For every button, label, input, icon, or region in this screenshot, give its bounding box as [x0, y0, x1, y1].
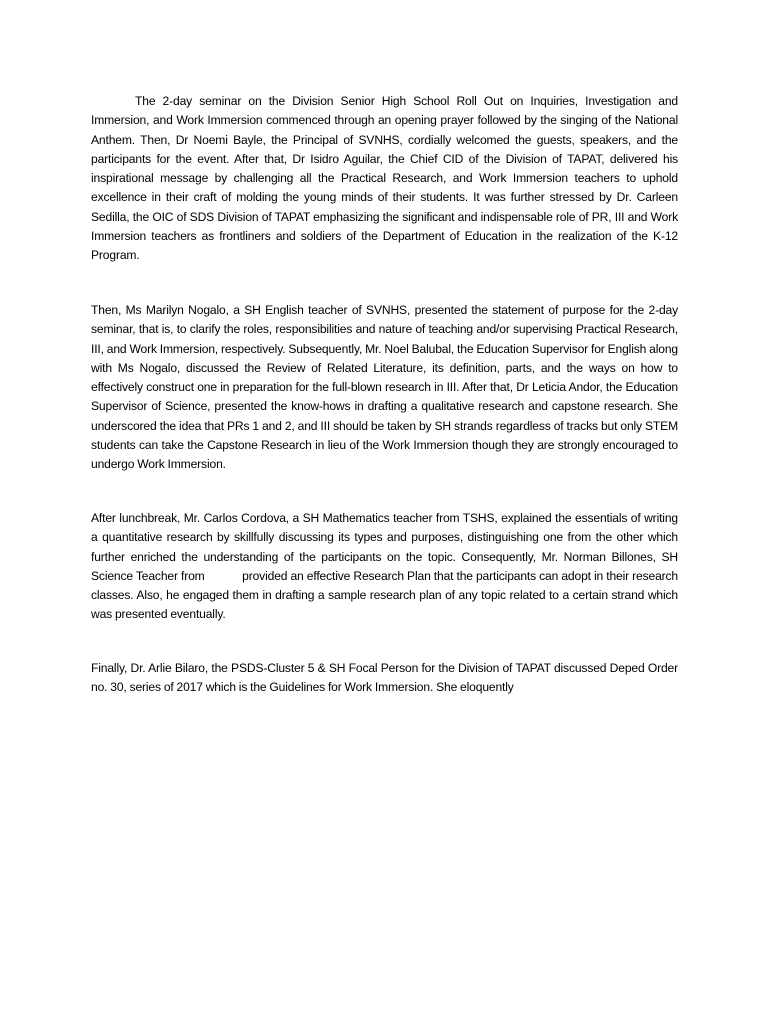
paragraph-afternoon: After lunchbreak, Mr. Carlos Cordova, a SH Mathematics teacher from TSHS, explained the essentials of writing a quantitative research by skillfully discussing its types and purposes, distinguishing one from the other which further enriched the understanding of the participants on the topic. Consequently, Mr. Norman Billones, SH Science Teacher from provided an effective Research Plan that the participants can adopt in their research classes. Also, he engaged them in drafting a sample research plan of any topic related to a certain strand which was presented eventually.	[91, 511, 681, 622]
paragraph-finally: Finally, Dr. Arlie Bilaro, the PSDS-Cluster 5 & SH Focal Person for the Division of TAPAT discussed Deped Order no. 30, series of 2017 which is the Guidelines for Work Immersion. She eloquently	[91, 661, 681, 695]
paragraph-opening: The 2-day seminar on the Division Senior High School Roll Out on Inquiries, Investigation and Immersion, and Work Immersion commenced through an opening prayer followed by the singing of the National Anthem. Then, Dr Noemi Bayle, the Principal of SVNHS, cordially welcomed the guests, speakers, and the participants for the event. After that, Dr Isidro Aguilar, the Chief CID of the Division of TAPAT, delivered his inspirational message by challenging all the Practical Research, and Work Immersion teachers to uphold excellence in their craft of molding the young minds of their students. It was further stressed by Dr. Carleen Sedilla, the OIC of SDS Division of TAPAT emphasizing the significant and indispensable role of PR, III and Work Immersion teachers as frontliners and soldiers of the Department of Education in the realization of the K-12 Program.	[91, 94, 681, 263]
paragraph-purpose: Then, Ms Marilyn Nogalo, a SH English teacher of SVNHS, presented the statement of purpose for the 2-day seminar, that is, to clarify the roles, responsibilities and nature of teaching and/or supervising Practical Research, III, and Work Immersion, respectively. Subsequently, Mr. Noel Balubal, the Education Supervisor for English along with Ms Nogalo, discussed the Review of Related Literature, its definition, parts, and the ways on how to effectively construct one in preparation for the full-blown research in III. After that, Dr Leticia Andor, the Education Supervisor of Science, presented the know-hows in drafting a qualitative research and capstone research. She underscored the idea that PRs 1 and 2, and III should be taken by SH strands regardless of tracks but only STEM students can take the Capstone Research in lieu of the Work Immersion though they are strongly encouraged to undergo Work Immersion.	[91, 303, 681, 472]
